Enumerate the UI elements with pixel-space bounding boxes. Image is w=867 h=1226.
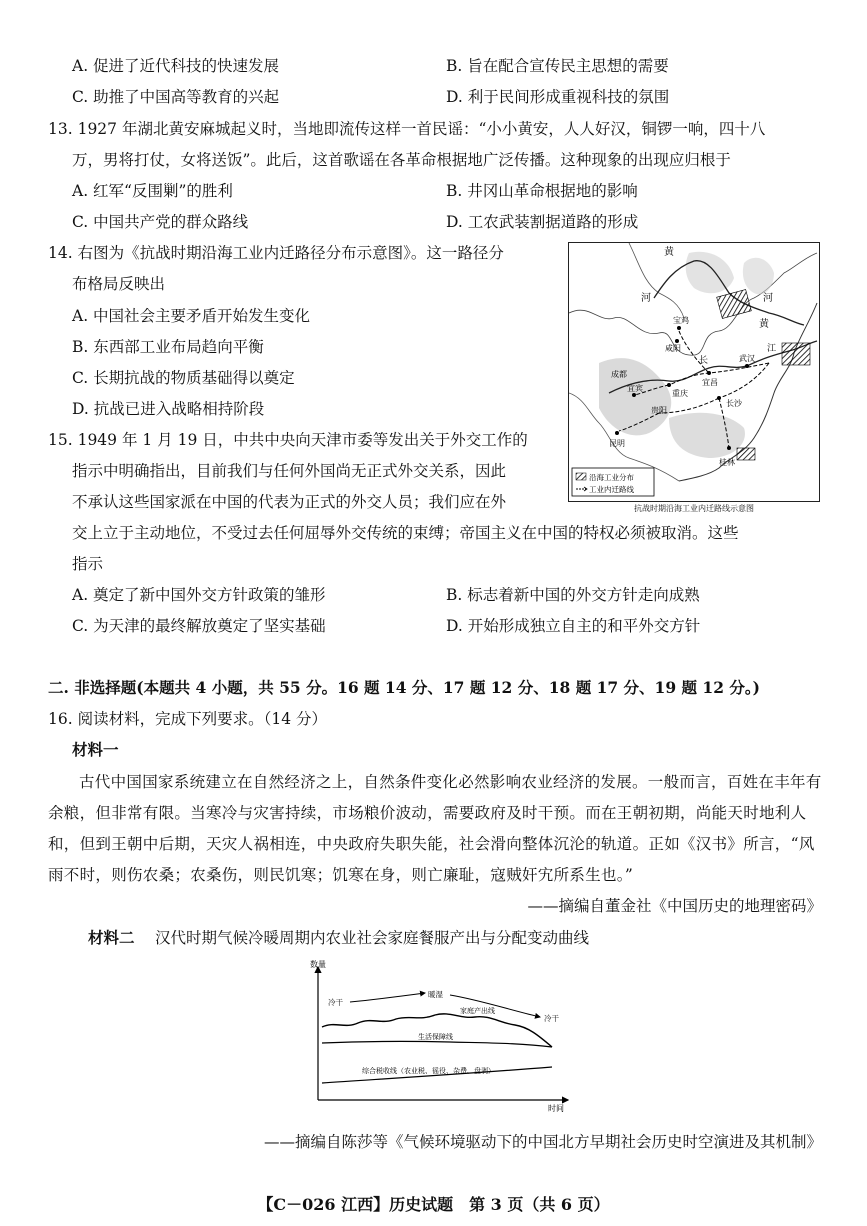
map-label-wuhan: 武汉: [739, 354, 755, 363]
map-label-changsha: 长沙: [726, 399, 742, 408]
material2-title: 材料二: [88, 928, 135, 947]
q15-option-c: C. 为天津的最终解放奠定了坚实基础: [72, 617, 326, 635]
q14-option-d: D. 抗战已进入战略相持阶段: [72, 400, 265, 418]
series-label-livelihood-guarantee: 生活保障线: [418, 1033, 453, 1041]
material2-caption: 汉代时期气候冷暖周期内农业社会家庭餐服产出与分配变动曲线: [155, 929, 590, 947]
q15-option-d: D. 开始形成独立自主的和平外交方针: [446, 617, 701, 635]
climate-output-chart: [300, 955, 590, 1115]
map-legend-route: 工业内迁路线: [589, 485, 634, 494]
material1-title: 材料一: [72, 740, 119, 759]
q12-option-a: A. 促进了近代科技的快速发展: [72, 57, 280, 75]
q15-option-b: B. 标志着新中国的外交方针走向成熟: [446, 586, 700, 604]
material1-source: ——摘编自董金社《中国历史的地理密码》: [527, 897, 822, 915]
map-label-huang: 黄: [664, 247, 674, 258]
map-label-kunming: 昆明: [609, 439, 625, 448]
climate-label-cold-dry-1: 冷干: [328, 998, 343, 1007]
map-label-he2: 河: [763, 293, 773, 304]
map-legend-industry: 沿海工业分布: [589, 473, 634, 482]
q13-option-a: A. 红军“反围剿”的胜利: [72, 182, 233, 200]
map-drawing: [569, 243, 819, 501]
map-label-chongqing: 重庆: [672, 389, 688, 398]
q12-option-b: B. 旨在配合宣传民主思想的需要: [446, 57, 669, 75]
q16-stem: 16. 阅读材料，完成下列要求。（14 分）: [48, 710, 327, 728]
q13-option-b: B. 井冈山革命根据地的影响: [446, 182, 638, 200]
climate-label-cold-dry-2: 冷干: [544, 1014, 559, 1023]
series-label-household-output: 家庭产出线: [460, 1007, 495, 1015]
q13-option-d: D. 工农武装割据道路的形成: [446, 213, 639, 231]
map-label-yichang: 宜昌: [702, 378, 718, 387]
q14-stem-line1: 14. 右图为《抗战时期沿海工业内迁路径分布示意图》。这一路径分: [48, 244, 504, 262]
q13-option-c: C. 中国共产党的群众路线: [72, 213, 249, 231]
climate-arrow-warming: [350, 993, 425, 1002]
q15-line5: 指示: [72, 555, 104, 573]
chart-y-label: 数量: [310, 960, 326, 969]
q15-line2: 指示中明确指出，目前我们与任何外国尚无正式外交关系，因此: [72, 462, 507, 480]
series-livelihood-guarantee: [322, 1041, 552, 1047]
map-caption: 抗战时期沿海工业内迁路线示意图: [634, 504, 754, 513]
q12-option-c: C. 助推了中国高等教育的兴起: [72, 88, 280, 106]
chart-x-label: 时间: [548, 1104, 564, 1113]
q15-line3: 不承认这些国家派在中国的代表为正式的外交人员；我们应在外: [72, 493, 507, 511]
material2-source: ——摘编自陈莎等《气候环境驱动下的中国北方早期社会历史时空演进及其机制》: [263, 1133, 822, 1151]
map-label-guiyang: 贵阳: [651, 406, 667, 415]
q13-stem-line2: 万，男将打仗，女将送饭”。此后，这首歌谣在各革命根据地广泛传播。这种现象的出现应归根于: [72, 151, 731, 169]
q12-option-d: D. 利于民间形成重视科技的氛围: [446, 88, 670, 106]
section2-heading: 二. 非选择题(本题共 4 小题，共 55 分。16 题 14 分、17 题 12 分、18 题 17 分、19 题 12 分。): [48, 678, 760, 697]
q15-line4: 交上立于主动地位，不受过去任何屈辱外交传统的束缚；帝国主义在中国的特权必须被取消。这些: [72, 524, 739, 542]
climate-label-warm-wet: 暖湿: [428, 990, 443, 999]
industry-relocation-map: [568, 242, 820, 502]
map-label-baoji: 宝鸡: [673, 316, 689, 325]
map-label-jiang: 江: [767, 344, 777, 354]
map-label-huang2: 黄: [759, 319, 769, 330]
q13-stem-line1: 13. 1927 年湖北黄安麻城起义时，当地即流传这样一首民谣：“小小黄安，人人好汉，铜锣一响，四十八: [48, 120, 766, 138]
material1-text: 古代中国国家系统建立在自然经济之上，自然条件变化必然影响农业经济的发展。一般而言，百姓在丰年有余粮，但非常有限。当寒冷与灾害持续，市场粮价波动，需要政府及时干预。而在王朝初期，尚能天时地利人和，但到王朝中后期，天灾人祸相连，中央政府失职失能，社会滑向整体沉沦的轨道。正如《汉书》所言，“风雨不时，则伤农桑；农桑伤，则民饥寒；饥寒在身，则亡廉耻，寇贼奸宄所系生也。”: [48, 773, 822, 884]
q14-option-c: C. 长期抗战的物质基础得以奠定: [72, 369, 295, 387]
map-label-guilin: 桂林: [719, 458, 735, 467]
material1-body: [48, 767, 823, 891]
q14-option-a: A. 中国社会主要矛盾开始发生变化: [72, 307, 311, 325]
map-label-chengdu: 成都: [611, 370, 627, 379]
q15-line1: 15. 1949 年 1 月 19 日，中共中央向天津市委等发出关于外交工作的: [48, 431, 528, 449]
map-label-yibin: 宜宾: [627, 384, 643, 393]
q14-option-b: B. 东西部工业布局趋向平衡: [72, 338, 264, 356]
series-label-tax: 综合税收线（农业税、徭役、杂费、盘剥）: [362, 1067, 495, 1075]
map-label-xianyang: 咸阳: [665, 344, 681, 353]
q14-stem-line2: 布格局反映出: [72, 275, 166, 293]
q15-option-a: A. 奠定了新中国外交方针政策的雏形: [72, 586, 326, 604]
page-footer: 【C－026 江西】历史试题 第 3 页（共 6 页）: [257, 1195, 610, 1214]
map-label-he1: 河: [641, 293, 651, 304]
map-label-chang: 长: [699, 356, 709, 366]
